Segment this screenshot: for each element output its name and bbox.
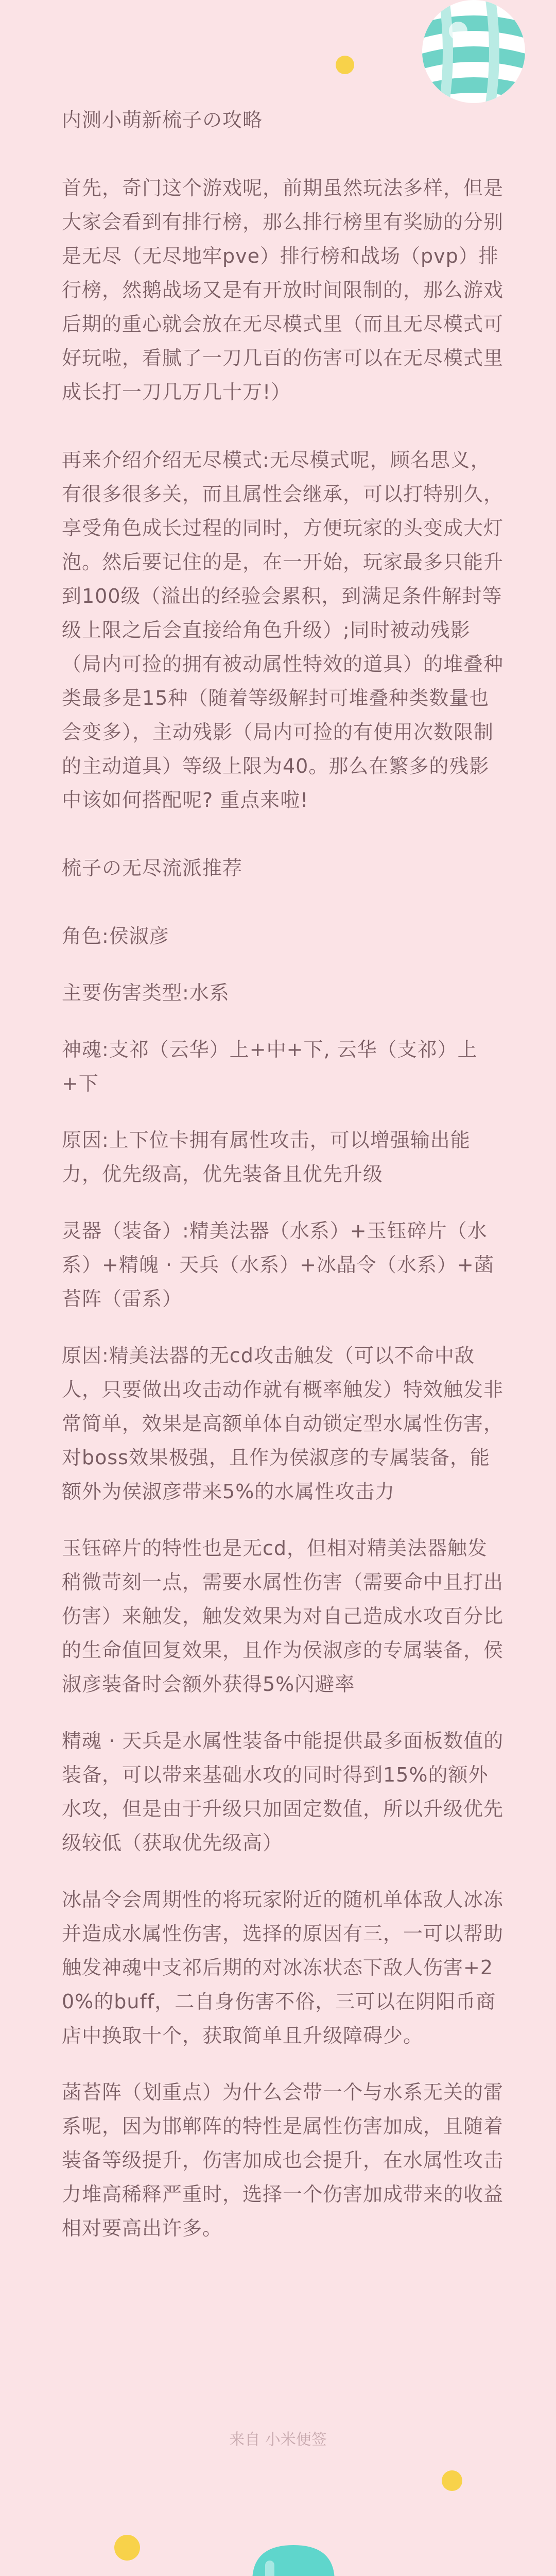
paragraph-spirit: 神魂:支祁（云华）上+中+下, 云华（支祁）上+下 [62, 1038, 478, 1095]
yellow-dot-decoration [442, 2470, 462, 2491]
paragraph-equipment-reason: 原因:精美法器的无cd攻击触发（可以不命中敌人，只要做出攻击动作就有概率触发）特效触发非常简单，效果是高额单体自动锁定型水属性伤害，对boss效果极强，且作为侯淑彦的专属装备，能额外为侯淑彦带来5%的水属性攻击力 [62, 1344, 504, 1503]
paragraph-thunder-array: 菡苔阵（划重点）为什么会带一个与水系无关的雷系呢，因为邯郸阵的特性是属性伤害加成，且随着装备等级提升，伤害加成也会提升，在水属性攻击力堆高稀释严重时，选择一个伤害加成带来的收益相对要高出许多。 [62, 2081, 504, 2240]
yellow-dot-decoration [336, 56, 354, 74]
paragraph-ice-token: 冰晶令会周期性的将玩家附近的随机单体敌人冰冻并造成水属性伤害，选择的原因有三，一可以帮助触发神魂中支祁后期的对冰冻状态下敌人伤害+20%的buff，二自身伤害不俗，三可以在阴阳币商店中换取十个，获取简单且升级障碍少。 [62, 1888, 504, 2047]
paragraph-character: 角色:侯淑彦 [62, 925, 169, 947]
popsicle-icon [242, 2540, 345, 2576]
note-title: 内测小萌新梳子の攻略 [62, 109, 263, 131]
paragraph-soldier: 精魂 · 天兵是水属性装备中能提供最多面板数值的装备，可以带来基础水攻的同时得到15%的额外水攻，但是由于升级只加固定数值，所以升级优先级较低（获取优先级高） [62, 1730, 504, 1854]
paragraph-spirit-reason: 原因:上下位卡拥有属性攻击，可以增强输出能力，优先级高，优先装备且优先升级 [62, 1129, 471, 1185]
paragraph-equipment: 灵器（装备）:精美法器（水系）+玉钰碎片（水系）+精魄 · 天兵（水系）+冰晶令（水系）+菡苔阵（雷系） [62, 1219, 494, 1310]
note-body [62, 103, 505, 2245]
macaron-icon [0, 2568, 124, 2576]
paragraph-intro: 首先，奇门这个游戏呢，前期虽然玩法多样，但是大家会看到有排行榜，那么排行榜里有奖励的分别是无尽（无尽地牢pve）排行榜和战场（pvp）排行榜，然鹅战场又是有开放时间限制的，那么游戏后期的重心就会放在无尽模式里（而且无尽模式可好玩啦，看腻了一刀几百的伤害可以在无尽模式里成长打一刀几万几十万!） [62, 177, 504, 403]
paragraph-endless-mode: 再来介绍介绍无尽模式:无尽模式呢，顾名思义，有很多很多关，而且属性会继承，可以打特别久，享受角色成长过程的同时，方便玩家的头变成大灯泡。然后要记住的是，在一开始，玩家最多只能升到100级（溢出的经验会累积，到满足条件解封等级上限之后会直接给角色升级）;同时被动残影（局内可捡的拥有被动属性特效的道具）的堆叠种类最多是15种（随着等级解封可堆叠种类数量也会变多），主动残影（局内可捡的有使用次数限制的主动道具）等级上限为40。那么在繁多的残影中该如何搭配呢? 重点来啦! [62, 449, 504, 811]
note-source-footer: 来自 小米便签 [229, 2431, 327, 2449]
striped-candy-ball-icon [417, 0, 530, 108]
paragraph-damage-type: 主要伤害类型:水系 [62, 981, 230, 1004]
paragraph-jade-shard: 玉钰碎片的特性也是无cd，但相对精美法器触发稍微苛刻一点，需要水属性伤害（需要命中且打出伤害）来触发，触发效果为对自己造成水攻百分比的生命值回复效果，且作为侯淑彦的专属装备，侯淑彦装备时会额外获得5%闪避率 [62, 1537, 504, 1696]
yellow-dot-decoration [114, 2535, 140, 2561]
section-heading: 梳子の无尽流派推荐 [62, 857, 243, 879]
